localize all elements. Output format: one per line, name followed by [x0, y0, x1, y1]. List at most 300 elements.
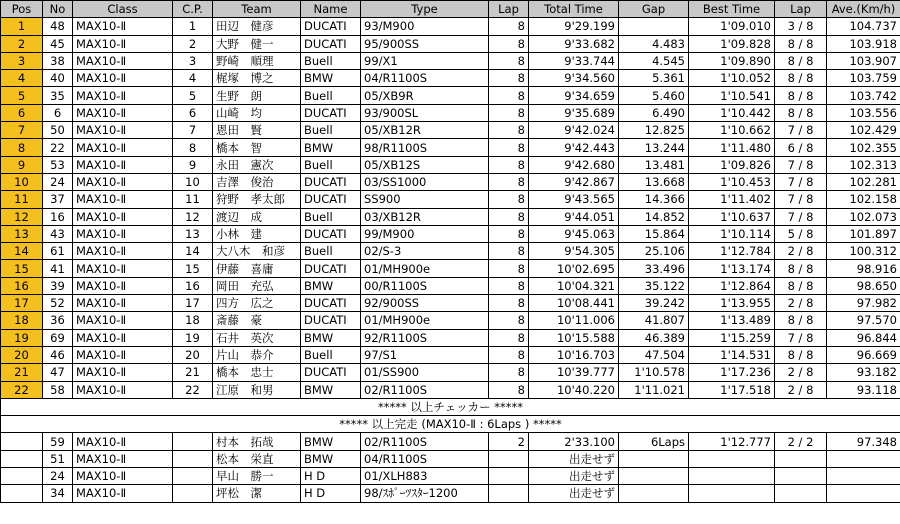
best-time-cell: 1'10.662: [689, 122, 775, 139]
best-time-cell: 1'11.402: [689, 191, 775, 208]
best-time-cell: 1'09.826: [689, 156, 775, 173]
total-time-cell: 9'33.744: [529, 52, 619, 69]
number-cell: 35: [43, 87, 73, 104]
position-cell: [1, 433, 43, 450]
team-cell: 斎藤 豪: [213, 312, 301, 329]
total-time-cell: 9'42.867: [529, 173, 619, 190]
class-cell: MAX10-Ⅱ: [73, 260, 173, 277]
column-header: Type: [361, 1, 489, 18]
column-header: Class: [73, 1, 173, 18]
table-row: [1, 191, 900, 208]
best-time-cell: 1'09.010: [689, 18, 775, 35]
type-cell: 03/SS1000: [361, 173, 489, 190]
number-cell: 52: [43, 295, 73, 312]
total-time-cell: 9'29.199: [529, 18, 619, 35]
best-time-cell: [689, 450, 775, 467]
position-cell: 1: [1, 18, 43, 35]
class-position-cell: 4: [173, 70, 213, 87]
class-position-cell: 10: [173, 173, 213, 190]
name-cell: Buell: [301, 87, 361, 104]
results-body: [1, 18, 900, 502]
class-cell: MAX10-Ⅱ: [73, 104, 173, 121]
gap-cell: 14.366: [619, 191, 689, 208]
gap-cell: 13.244: [619, 139, 689, 156]
best-time-cell: 1'13.489: [689, 312, 775, 329]
gap-cell: 12.825: [619, 122, 689, 139]
table-row: [1, 70, 900, 87]
class-cell: MAX10-Ⅱ: [73, 139, 173, 156]
best-time-cell: [689, 468, 775, 485]
lap-cell: 8: [489, 312, 529, 329]
team-cell: 渡辺 成: [213, 208, 301, 225]
column-header: Lap: [489, 1, 529, 18]
table-row: [1, 364, 900, 381]
table-row: [1, 329, 900, 346]
best-lap-cell: 7 / 8: [775, 156, 827, 173]
type-cell: 01/XLH883: [361, 468, 489, 485]
best-lap-cell: 7 / 8: [775, 173, 827, 190]
average-speed-cell: 104.737: [827, 18, 900, 35]
number-cell: 34: [43, 485, 73, 502]
average-speed-cell: 103.907: [827, 52, 900, 69]
gap-cell: [619, 468, 689, 485]
type-cell: 93/900SL: [361, 104, 489, 121]
team-cell: 大八木 和彦: [213, 243, 301, 260]
table-row: [1, 122, 900, 139]
best-lap-cell: 2 / 8: [775, 364, 827, 381]
column-header: Team: [213, 1, 301, 18]
class-position-cell: 20: [173, 346, 213, 363]
best-time-cell: 1'17.236: [689, 364, 775, 381]
type-cell: 00/R1100S: [361, 277, 489, 294]
lap-cell: 8: [489, 104, 529, 121]
table-row: [1, 35, 900, 52]
position-cell: 2: [1, 35, 43, 52]
type-cell: 02/R1100S: [361, 381, 489, 398]
position-cell: 16: [1, 277, 43, 294]
best-lap-cell: 7 / 8: [775, 329, 827, 346]
gap-cell: 6Laps: [619, 433, 689, 450]
team-cell: 坪松 潔: [213, 485, 301, 502]
team-cell: 野崎 順理: [213, 52, 301, 69]
position-cell: 21: [1, 364, 43, 381]
total-time-cell: 9'42.680: [529, 156, 619, 173]
total-time-cell: 9'44.051: [529, 208, 619, 225]
lap-cell: 8: [489, 52, 529, 69]
table-row: [1, 87, 900, 104]
class-cell: MAX10-Ⅱ: [73, 381, 173, 398]
number-cell: 58: [43, 381, 73, 398]
type-cell: 93/M900: [361, 18, 489, 35]
class-position-cell: 17: [173, 295, 213, 312]
best-time-cell: 1'09.828: [689, 35, 775, 52]
name-cell: DUCATI: [301, 104, 361, 121]
number-cell: 48: [43, 18, 73, 35]
lap-cell: 8: [489, 139, 529, 156]
type-cell: 99/M900: [361, 225, 489, 242]
team-cell: 吉澤 俊治: [213, 173, 301, 190]
table-row: [1, 346, 900, 363]
position-cell: 4: [1, 70, 43, 87]
best-time-cell: 1'12.864: [689, 277, 775, 294]
gap-cell: [619, 485, 689, 502]
lap-cell: 8: [489, 122, 529, 139]
number-cell: 47: [43, 364, 73, 381]
team-cell: 岡田 充弘: [213, 277, 301, 294]
average-speed-cell: 102.281: [827, 173, 900, 190]
lap-cell: 8: [489, 225, 529, 242]
best-lap-cell: 2 / 8: [775, 295, 827, 312]
best-time-cell: 1'13.955: [689, 295, 775, 312]
best-time-cell: 1'10.114: [689, 225, 775, 242]
total-time-cell: 10'40.220: [529, 381, 619, 398]
column-header: Lap: [775, 1, 827, 18]
gap-cell: 39.242: [619, 295, 689, 312]
total-time-cell: 2'33.100: [529, 433, 619, 450]
name-cell: H D: [301, 468, 361, 485]
class-position-cell: [173, 450, 213, 467]
column-header: C.P.: [173, 1, 213, 18]
team-cell: 江原 和男: [213, 381, 301, 398]
gap-cell: 13.481: [619, 156, 689, 173]
best-time-cell: [689, 485, 775, 502]
class-cell: MAX10-Ⅱ: [73, 468, 173, 485]
gap-cell: 14.852: [619, 208, 689, 225]
best-lap-cell: 6 / 8: [775, 139, 827, 156]
team-cell: 四方 広之: [213, 295, 301, 312]
lap-cell: 8: [489, 18, 529, 35]
total-time-cell: 9'34.659: [529, 87, 619, 104]
gap-cell: 4.483: [619, 35, 689, 52]
lap-cell: 8: [489, 191, 529, 208]
class-position-cell: 7: [173, 122, 213, 139]
position-cell: 8: [1, 139, 43, 156]
name-cell: BMW: [301, 277, 361, 294]
gap-cell: 47.504: [619, 346, 689, 363]
name-cell: DUCATI: [301, 191, 361, 208]
class-cell: MAX10-Ⅱ: [73, 70, 173, 87]
class-position-cell: 11: [173, 191, 213, 208]
name-cell: DUCATI: [301, 225, 361, 242]
lap-cell: 8: [489, 364, 529, 381]
best-lap-cell: 8 / 8: [775, 277, 827, 294]
class-cell: MAX10-Ⅱ: [73, 295, 173, 312]
column-header: Total Time: [529, 1, 619, 18]
number-cell: 59: [43, 433, 73, 450]
team-cell: 片山 恭介: [213, 346, 301, 363]
table-row: [1, 18, 900, 35]
average-speed-cell: 93.118: [827, 381, 900, 398]
position-cell: 6: [1, 104, 43, 121]
table-row: [1, 225, 900, 242]
number-cell: 46: [43, 346, 73, 363]
class-position-cell: 1: [173, 18, 213, 35]
best-lap-cell: 7 / 8: [775, 208, 827, 225]
number-cell: 6: [43, 104, 73, 121]
best-lap-cell: 3 / 8: [775, 18, 827, 35]
number-cell: 45: [43, 35, 73, 52]
position-cell: 15: [1, 260, 43, 277]
type-cell: 97/S1: [361, 346, 489, 363]
average-speed-cell: [827, 468, 900, 485]
lap-cell: [489, 485, 529, 502]
class-position-cell: [173, 485, 213, 502]
lap-cell: [489, 450, 529, 467]
average-speed-cell: [827, 485, 900, 502]
name-cell: DUCATI: [301, 312, 361, 329]
lap-cell: 8: [489, 243, 529, 260]
best-time-cell: 1'10.442: [689, 104, 775, 121]
average-speed-cell: 97.982: [827, 295, 900, 312]
class-cell: MAX10-Ⅱ: [73, 156, 173, 173]
name-cell: DUCATI: [301, 295, 361, 312]
name-cell: DUCATI: [301, 18, 361, 35]
team-cell: 伊藤 喜庸: [213, 260, 301, 277]
total-time-cell: 10'16.703: [529, 346, 619, 363]
table-row: [1, 52, 900, 69]
name-cell: BMW: [301, 450, 361, 467]
table-row: [1, 433, 900, 450]
total-time-cell: 10'39.777: [529, 364, 619, 381]
name-cell: Buell: [301, 208, 361, 225]
gap-cell: 13.668: [619, 173, 689, 190]
best-time-cell: 1'12.777: [689, 433, 775, 450]
gap-cell: 4.545: [619, 52, 689, 69]
number-cell: 41: [43, 260, 73, 277]
position-cell: 12: [1, 208, 43, 225]
class-cell: MAX10-Ⅱ: [73, 87, 173, 104]
gap-cell: 33.496: [619, 260, 689, 277]
finish-note: ***** 以上完走 (MAX10-Ⅱ : 6Laps ) *****: [1, 416, 900, 433]
column-header: Name: [301, 1, 361, 18]
class-position-cell: 16: [173, 277, 213, 294]
class-position-cell: 3: [173, 52, 213, 69]
total-time-cell: 9'33.682: [529, 35, 619, 52]
type-cell: 92/R1100S: [361, 329, 489, 346]
table-row: [1, 295, 900, 312]
total-time-cell: 9'43.565: [529, 191, 619, 208]
name-cell: BMW: [301, 329, 361, 346]
total-time-cell: 10'02.695: [529, 260, 619, 277]
column-header: No: [43, 1, 73, 18]
number-cell: 22: [43, 139, 73, 156]
class-cell: MAX10-Ⅱ: [73, 312, 173, 329]
table-row: [1, 139, 900, 156]
gap-cell: 5.460: [619, 87, 689, 104]
table-row: [1, 485, 900, 502]
class-cell: MAX10-Ⅱ: [73, 225, 173, 242]
type-cell: 01/SS900: [361, 364, 489, 381]
class-position-cell: 14: [173, 243, 213, 260]
team-cell: 田辺 健彦: [213, 18, 301, 35]
number-cell: 50: [43, 122, 73, 139]
team-cell: 橋本 智: [213, 139, 301, 156]
number-cell: 53: [43, 156, 73, 173]
name-cell: DUCATI: [301, 35, 361, 52]
name-cell: Buell: [301, 346, 361, 363]
position-cell: 11: [1, 191, 43, 208]
position-cell: [1, 450, 43, 467]
class-cell: MAX10-Ⅱ: [73, 208, 173, 225]
type-cell: 03/XB12R: [361, 208, 489, 225]
gap-cell: 41.807: [619, 312, 689, 329]
total-time-cell: 10'04.321: [529, 277, 619, 294]
total-time-cell: 9'54.305: [529, 243, 619, 260]
class-cell: MAX10-Ⅱ: [73, 364, 173, 381]
table-row: [1, 260, 900, 277]
position-cell: 10: [1, 173, 43, 190]
total-time-cell: 出走せず: [529, 450, 619, 467]
position-cell: 22: [1, 381, 43, 398]
lap-cell: 8: [489, 260, 529, 277]
lap-cell: 8: [489, 156, 529, 173]
class-position-cell: 19: [173, 329, 213, 346]
best-time-cell: 1'13.174: [689, 260, 775, 277]
gap-cell: 1'11.021: [619, 381, 689, 398]
total-time-cell: 出走せず: [529, 468, 619, 485]
class-position-cell: 18: [173, 312, 213, 329]
lap-cell: 8: [489, 346, 529, 363]
class-cell: MAX10-Ⅱ: [73, 122, 173, 139]
lap-cell: [489, 468, 529, 485]
team-cell: 狩野 孝太郎: [213, 191, 301, 208]
table-row: [1, 312, 900, 329]
type-cell: 05/XB9R: [361, 87, 489, 104]
lap-cell: 8: [489, 35, 529, 52]
number-cell: 51: [43, 450, 73, 467]
class-cell: MAX10-Ⅱ: [73, 52, 173, 69]
best-time-cell: 1'14.531: [689, 346, 775, 363]
table-row: [1, 277, 900, 294]
table-row: [1, 104, 900, 121]
total-time-cell: 出走せず: [529, 485, 619, 502]
table-row: [1, 381, 900, 398]
class-cell: MAX10-Ⅱ: [73, 433, 173, 450]
gap-cell: 25.106: [619, 243, 689, 260]
number-cell: 24: [43, 468, 73, 485]
type-cell: 01/MH900e: [361, 312, 489, 329]
average-speed-cell: 102.355: [827, 139, 900, 156]
total-time-cell: 9'42.443: [529, 139, 619, 156]
average-speed-cell: 96.669: [827, 346, 900, 363]
total-time-cell: 9'45.063: [529, 225, 619, 242]
total-time-cell: 10'08.441: [529, 295, 619, 312]
column-header: Pos: [1, 1, 43, 18]
team-cell: 永田 憲次: [213, 156, 301, 173]
gap-cell: [619, 18, 689, 35]
position-cell: [1, 468, 43, 485]
best-lap-cell: 8 / 8: [775, 35, 827, 52]
best-lap-cell: 7 / 8: [775, 122, 827, 139]
number-cell: 40: [43, 70, 73, 87]
table-row: [1, 156, 900, 173]
average-speed-cell: 103.742: [827, 87, 900, 104]
team-cell: 恩田 賢: [213, 122, 301, 139]
average-speed-cell: 98.916: [827, 260, 900, 277]
best-lap-cell: 2 / 8: [775, 381, 827, 398]
best-time-cell: 1'10.453: [689, 173, 775, 190]
name-cell: BMW: [301, 70, 361, 87]
team-cell: 小林 建: [213, 225, 301, 242]
average-speed-cell: 102.158: [827, 191, 900, 208]
position-cell: 3: [1, 52, 43, 69]
class-cell: MAX10-Ⅱ: [73, 329, 173, 346]
finish-note-row: [1, 416, 900, 433]
type-cell: SS900: [361, 191, 489, 208]
class-position-cell: 22: [173, 381, 213, 398]
class-cell: MAX10-Ⅱ: [73, 346, 173, 363]
type-cell: 04/R1100S: [361, 450, 489, 467]
total-time-cell: 9'35.689: [529, 104, 619, 121]
best-lap-cell: 8 / 8: [775, 346, 827, 363]
class-cell: MAX10-Ⅱ: [73, 18, 173, 35]
gap-cell: 1'10.578: [619, 364, 689, 381]
header-row: [1, 1, 900, 18]
lap-cell: 2: [489, 433, 529, 450]
lap-cell: 8: [489, 70, 529, 87]
average-speed-cell: 101.897: [827, 225, 900, 242]
type-cell: 05/XB12S: [361, 156, 489, 173]
lap-cell: 8: [489, 295, 529, 312]
best-lap-cell: 2 / 8: [775, 243, 827, 260]
team-cell: 松本 栄直: [213, 450, 301, 467]
position-cell: 14: [1, 243, 43, 260]
name-cell: BMW: [301, 139, 361, 156]
name-cell: Buell: [301, 243, 361, 260]
position-cell: [1, 485, 43, 502]
average-speed-cell: 103.759: [827, 70, 900, 87]
team-cell: 村本 拓哉: [213, 433, 301, 450]
lap-cell: 8: [489, 277, 529, 294]
best-lap-cell: 2 / 2: [775, 433, 827, 450]
type-cell: 04/R1100S: [361, 70, 489, 87]
best-lap-cell: 8 / 8: [775, 70, 827, 87]
total-time-cell: 10'15.588: [529, 329, 619, 346]
gap-cell: 5.361: [619, 70, 689, 87]
team-cell: 早山 勝一: [213, 468, 301, 485]
class-position-cell: 5: [173, 87, 213, 104]
lap-cell: 8: [489, 208, 529, 225]
average-speed-cell: 102.313: [827, 156, 900, 173]
number-cell: 16: [43, 208, 73, 225]
type-cell: 05/XB12R: [361, 122, 489, 139]
class-position-cell: 8: [173, 139, 213, 156]
number-cell: 37: [43, 191, 73, 208]
table-row: [1, 243, 900, 260]
class-cell: MAX10-Ⅱ: [73, 485, 173, 502]
best-time-cell: 1'10.541: [689, 87, 775, 104]
class-cell: MAX10-Ⅱ: [73, 243, 173, 260]
number-cell: 24: [43, 173, 73, 190]
total-time-cell: 9'34.560: [529, 70, 619, 87]
number-cell: 69: [43, 329, 73, 346]
type-cell: 98/R1100S: [361, 139, 489, 156]
name-cell: BMW: [301, 381, 361, 398]
name-cell: BMW: [301, 433, 361, 450]
name-cell: DUCATI: [301, 364, 361, 381]
type-cell: 92/900SS: [361, 295, 489, 312]
position-cell: 18: [1, 312, 43, 329]
best-time-cell: 1'12.784: [689, 243, 775, 260]
number-cell: 43: [43, 225, 73, 242]
type-cell: 99/X1: [361, 52, 489, 69]
number-cell: 61: [43, 243, 73, 260]
checker-note-row: [1, 398, 900, 415]
number-cell: 38: [43, 52, 73, 69]
team-cell: 生野 朗: [213, 87, 301, 104]
average-speed-cell: 97.570: [827, 312, 900, 329]
name-cell: Buell: [301, 52, 361, 69]
